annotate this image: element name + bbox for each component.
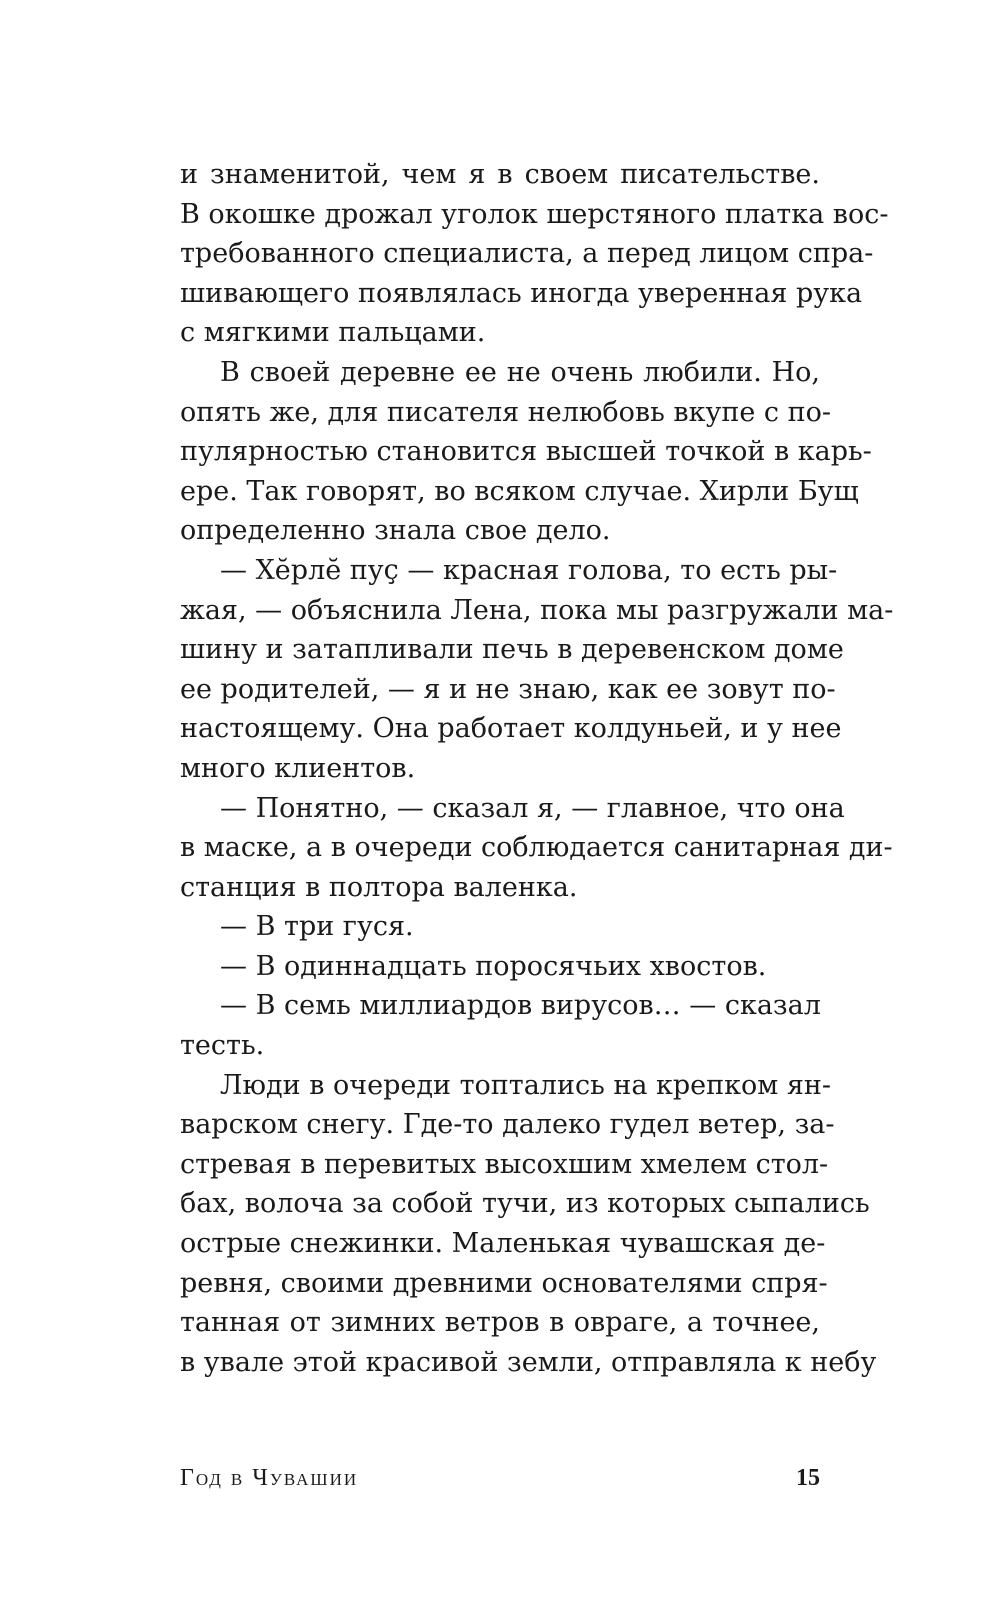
text-line: ревня, своими древними основателями спря-: [180, 1267, 828, 1299]
text-line: опять же, для писателя нелюбовь вкупе с по-: [180, 396, 831, 428]
text-line: бах, волоча за собой тучи, из которых сыпались: [180, 1188, 870, 1220]
text-line: танная от зимних ветров в овраге, а точнее,: [180, 1307, 820, 1339]
text-line: — В три гуся.: [220, 911, 414, 943]
running-title: Год в Чувашии: [180, 1465, 359, 1491]
text-line: ее родителей, — я и не знаю, как ее зовут по-: [180, 673, 836, 705]
text-line: пулярностью становится высшей точкой в карь-: [180, 436, 872, 468]
text-line: стревая в перевитых высохшим хмелем стол-: [180, 1148, 829, 1180]
page-number: 15: [796, 1465, 820, 1491]
text-line: шивающего появлялась иногда уверенная рука: [180, 277, 863, 309]
text-line: — В одиннадцать поросячьих хвостов.: [220, 950, 767, 982]
text-line: определенно знала свое дело.: [180, 515, 611, 547]
page-footer: [180, 1460, 820, 1500]
text-line: В окошке дрожал уголок шерстяного платка вос-: [180, 198, 889, 230]
text-line: ере. Так говорят, во всяком случае. Хирли Бущ: [180, 475, 859, 507]
text-line: жая, — объяснила Лена, пока мы разгружали ма-: [180, 594, 894, 626]
text-line: шину и затапливали печь в деревенском доме: [180, 634, 844, 666]
body-text: [180, 155, 894, 1382]
text-line: тесть.: [180, 1030, 265, 1062]
text-line: настоящему. Она работает колдуньей, и у нее: [180, 713, 842, 745]
text-line: В своей деревне ее не очень любили. Но,: [220, 356, 820, 388]
text-line: в маске, а в очереди соблюдается санитарная ди-: [180, 832, 893, 864]
text-line: и знаменитой, чем я в своем писательстве.: [180, 159, 820, 190]
text-line: в увале этой красивой земли, отправляла к небу: [180, 1346, 877, 1378]
text-line: станция в полтора валенка.: [180, 871, 578, 903]
text-line: Люди в очереди топтались на крепком ян-: [220, 1069, 832, 1101]
text-line: много клиентов.: [180, 752, 416, 784]
text-line: варском снегу. Где-то далеко гудел ветер, за-: [180, 1109, 835, 1141]
text-line: — Понятно, — сказал я, — главное, что она: [220, 792, 845, 824]
text-line: требованного специалиста, а перед лицом спра-: [180, 238, 874, 270]
text-line: с мягкими пальцами.: [180, 317, 486, 349]
text-line: острые снежинки. Маленькая чувашская де-: [180, 1228, 826, 1260]
text-line: — В семь миллиардов вирусов… — сказал: [220, 990, 821, 1022]
text-line: — Хĕрлĕ пуç — красная голова, то есть ры-: [220, 554, 838, 586]
